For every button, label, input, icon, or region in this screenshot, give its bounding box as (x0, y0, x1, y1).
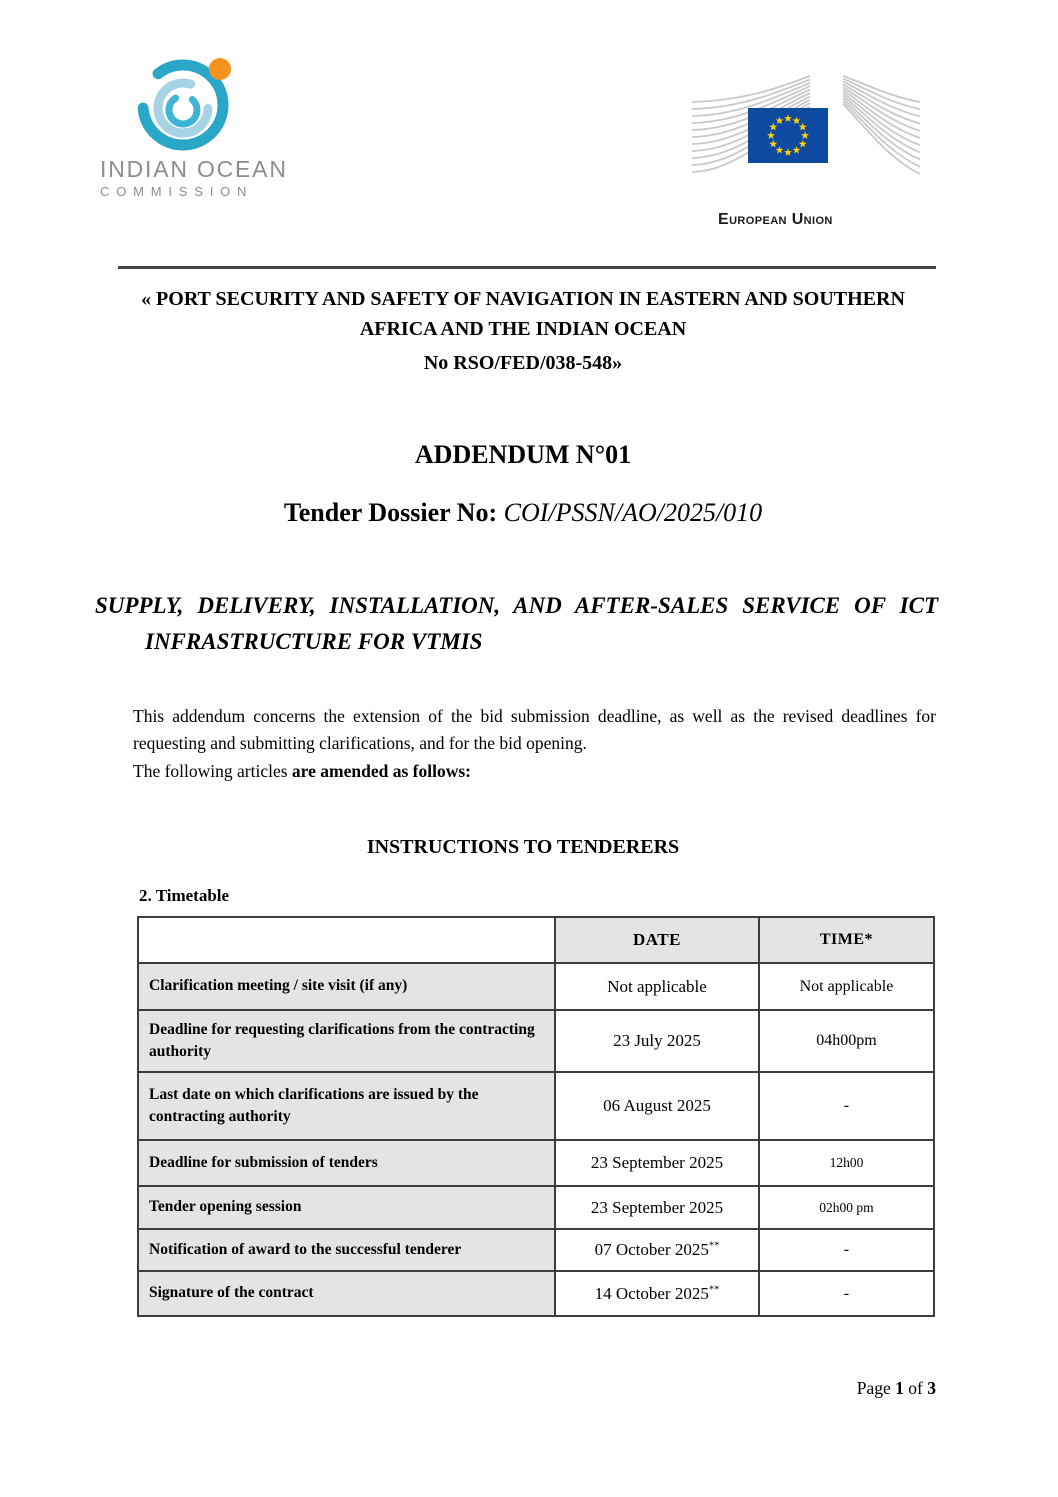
ioc-orange-dot (209, 58, 231, 80)
tender-dossier-label: Tender Dossier No: (283, 498, 504, 527)
amendment-intro-prefix: The following articles (133, 761, 292, 781)
ioc-logo-wordmark (100, 157, 290, 199)
project-title: « PORT SECURITY AND SAFETY OF NAVIGATION IN EASTERN AND SOUTHERN AFRICA AND THE INDIAN OCEAN (141, 288, 905, 340)
ioc-name-line1: INDIAN OCEAN (100, 156, 288, 182)
footer-of-label: of (903, 1378, 928, 1398)
header-divider (118, 266, 936, 269)
ioc-logo (100, 55, 290, 199)
timetable-row-date: Not applicable (555, 963, 759, 1010)
timetable-row-label: Notification of award to the successful tenderer (138, 1229, 555, 1271)
timetable-row-date: 23 September 2025 (555, 1186, 759, 1229)
timetable-row-date: 23 July 2025 (555, 1010, 759, 1072)
timetable-row-time: - (759, 1229, 934, 1271)
page-footer (118, 1378, 936, 1399)
timetable-corner-cell (138, 917, 555, 963)
timetable-header (138, 917, 934, 963)
footnote-marker: ** (708, 1240, 720, 1252)
timetable-row (138, 1072, 934, 1140)
timetable-row (138, 1010, 934, 1072)
timetable-row (138, 1271, 934, 1316)
footer-page-label: Page (856, 1378, 896, 1398)
timetable-row-time: Not applicable (759, 963, 934, 1010)
instructions-heading: INSTRUCTIONS TO TENDERERS (366, 836, 680, 858)
ioc-emblem-icon (136, 55, 236, 151)
project-reference: No RSO/FED/038-548» (423, 352, 623, 374)
timetable-row-time: 12h00 (759, 1140, 934, 1186)
footnote-marker: ** (708, 1283, 720, 1295)
timetable-col-time: TIME* (759, 917, 934, 963)
amendment-intro-bold: are amended as follows: (291, 761, 471, 781)
timetable-row-label: Last date on which clarifications are issued by the contracting authority (138, 1072, 555, 1140)
ioc-name-line2: COMMISSION (100, 184, 254, 200)
timetable-body (138, 963, 934, 1316)
timetable-col-date: DATE (555, 917, 759, 963)
timetable-row (138, 1186, 934, 1229)
timetable-row (138, 1140, 934, 1186)
timetable-row-time: - (759, 1072, 934, 1140)
tender-dossier-line (110, 498, 936, 528)
timetable-row (138, 963, 934, 1010)
timetable-row-label: Deadline for requesting clarifications from the contracting authority (138, 1010, 555, 1072)
timetable-row-label: Deadline for submission of tenders (138, 1140, 555, 1186)
amendment-intro-paragraph (133, 761, 936, 782)
eu-logo (688, 68, 936, 229)
timetable-heading: 2. Timetable (139, 886, 230, 905)
addendum-description-paragraph: This addendum concerns the extension of the bid submission deadline, as well as the revised deadlines for requesting and submitting clarifications, and for the bid opening. (133, 706, 936, 754)
timetable-row-time: 04h00pm (759, 1010, 934, 1072)
timetable-row-time: 02h00 pm (759, 1186, 934, 1229)
addendum-title: ADDENDUM N°01 (414, 440, 632, 469)
timetable-header-row (138, 917, 934, 963)
footer-total-pages: 3 (927, 1378, 936, 1398)
timetable-row-label: Signature of the contract (138, 1271, 555, 1316)
eu-logo-caption: European Union (718, 211, 833, 228)
timetable (137, 916, 935, 1317)
timetable-row-label: Tender opening session (138, 1186, 555, 1229)
tender-dossier-number: COI/PSSN/AO/2025/010 (503, 498, 763, 527)
timetable-row-date: 06 August 2025 (555, 1072, 759, 1140)
timetable-row-date: 23 September 2025 (555, 1140, 759, 1186)
timetable-row (138, 1229, 934, 1271)
footer-page-number: 1 (895, 1378, 904, 1398)
timetable-row-label: Clarification meeting / site visit (if any) (138, 963, 555, 1010)
timetable-row-time: - (759, 1271, 934, 1316)
timetable-row-date: 07 October 2025** (555, 1229, 759, 1271)
eu-emblem-icon (688, 68, 936, 200)
eu-waves-right-icon (843, 76, 920, 174)
contract-subject-title: SUPPLY, DELIVERY, INSTALLATION, AND AFTER-SALES SERVICE OF ICT INFRASTRUCTURE FOR VTMIS (95, 593, 938, 654)
timetable-row-date: 14 October 2025** (555, 1271, 759, 1316)
